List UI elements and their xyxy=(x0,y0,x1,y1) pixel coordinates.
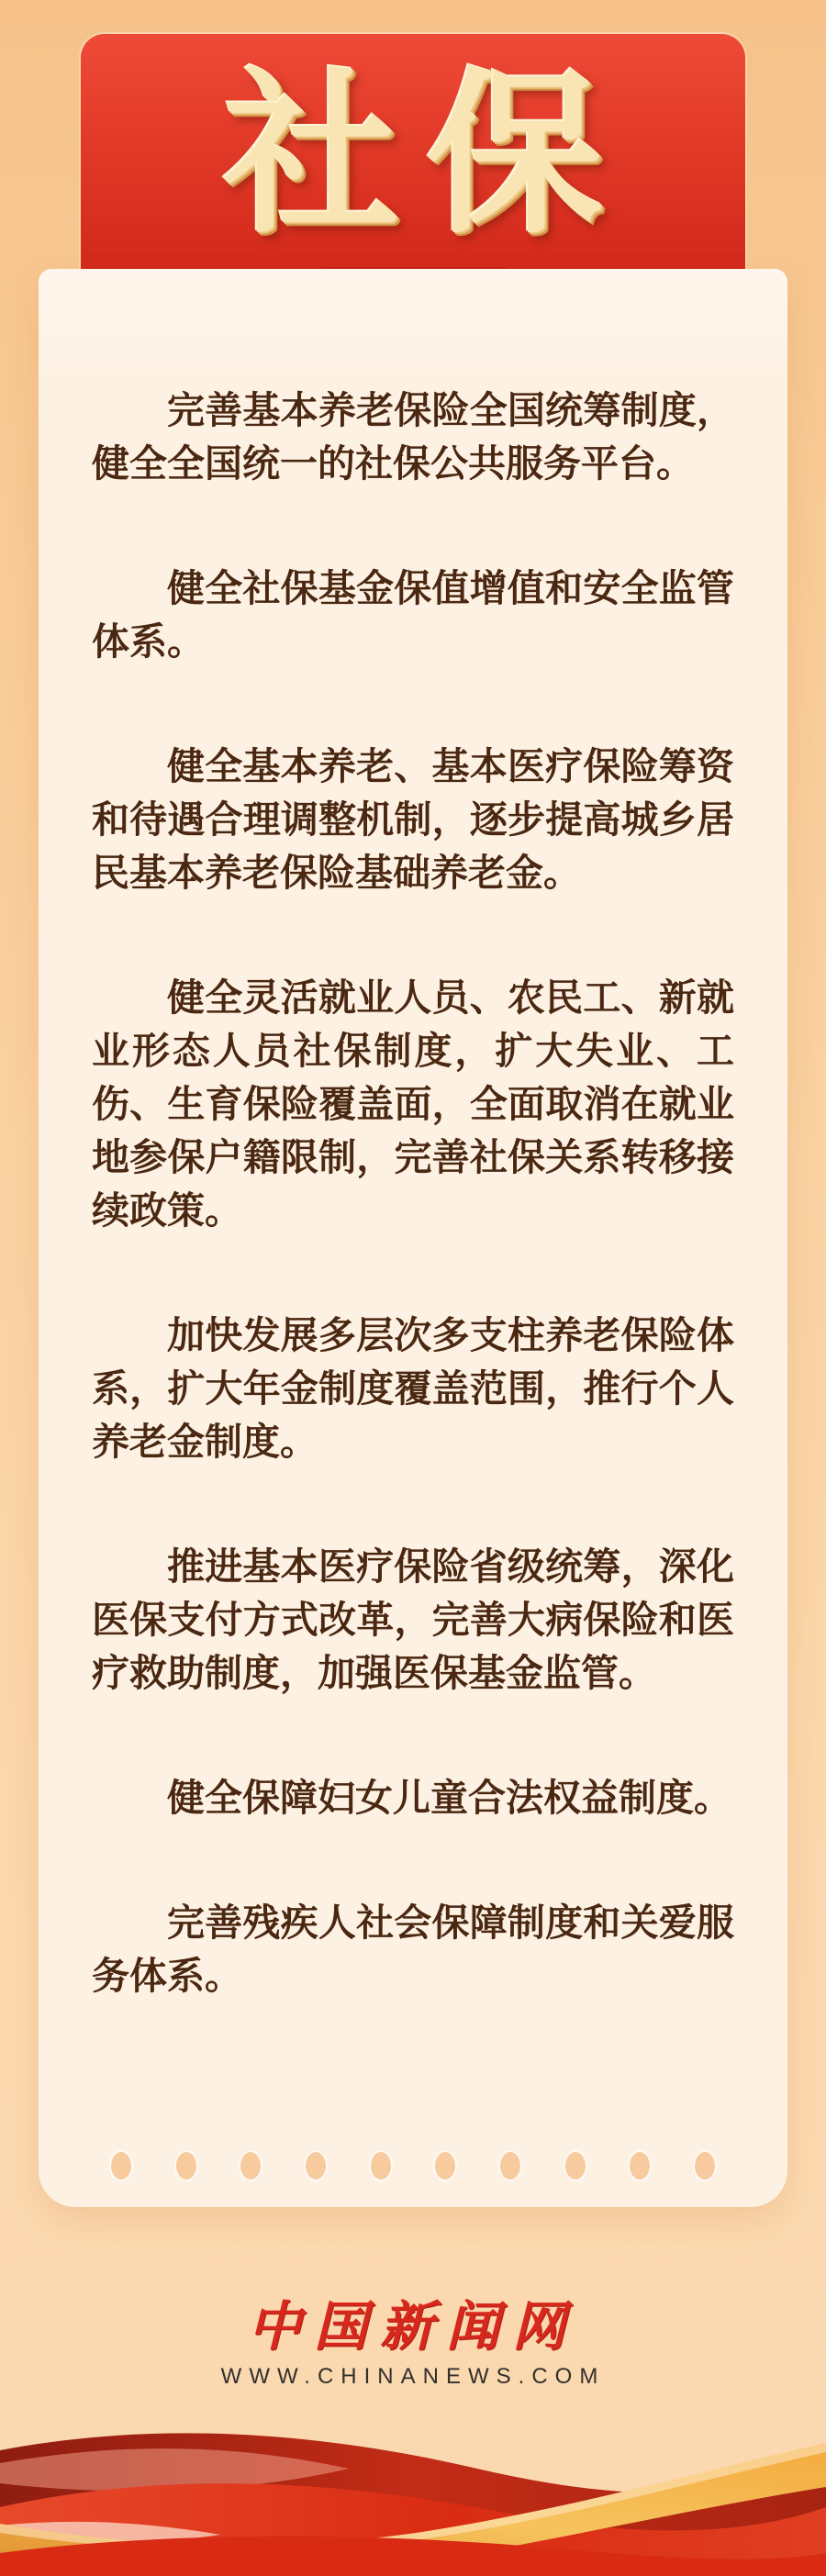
decorative-dots-row xyxy=(111,2152,715,2180)
content-card xyxy=(39,269,787,2207)
paragraph: 健全保障妇女儿童合法权益制度。 xyxy=(167,1777,731,1819)
decorative-dot xyxy=(435,2152,455,2180)
paragraph: 完善残疾人社会保障制度和关爱服务体系。 xyxy=(92,1901,734,1997)
decorative-dot xyxy=(695,2152,715,2180)
header-banner xyxy=(81,34,745,275)
paragraph: 健全基本养老、基本医疗保险筹资和待遇合理调整机制，逐步提高城乡居民基本养老保险基础养老金。 xyxy=(92,745,734,894)
chinanews-logo: 中国新闻网 xyxy=(247,2297,578,2357)
ribbon-decoration xyxy=(0,2415,826,2576)
chinanews-url: WWW.CHINANEWS.COM xyxy=(220,2364,606,2389)
decorative-dot xyxy=(371,2152,391,2180)
decorative-dot xyxy=(630,2152,650,2180)
decorative-dot xyxy=(306,2152,326,2180)
ribbon-svg xyxy=(0,2415,826,2576)
decorative-dot xyxy=(176,2152,196,2180)
decorative-dot xyxy=(111,2152,131,2180)
paragraph: 推进基本医疗保险省级统筹，深化医保支付方式改革，完善大病保险和医疗救助制度，加强医保基金监管。 xyxy=(92,1545,734,1694)
decorative-dot xyxy=(240,2152,261,2180)
decorative-dot xyxy=(565,2152,586,2180)
decorative-dot xyxy=(500,2152,520,2180)
paragraph-list xyxy=(92,384,734,2074)
paragraph: 健全灵活就业人员、农民工、新就业形态人员社保制度，扩大失业、工伤、生育保险覆盖面，全面取消在就业地参保户籍限制，完善社保关系转移接续政策。 xyxy=(92,976,734,1232)
paragraph: 健全社保基金保值增值和安全监管体系。 xyxy=(92,567,734,663)
poster-title: 社保 xyxy=(223,55,631,253)
paragraph: 加快发展多层次多支柱养老保险体系，扩大年金制度覆盖范围，推行个人养老金制度。 xyxy=(92,1314,734,1463)
paragraph: 完善基本养老保险全国统筹制度，健全全国统一的社保公共服务平台。 xyxy=(92,389,734,485)
